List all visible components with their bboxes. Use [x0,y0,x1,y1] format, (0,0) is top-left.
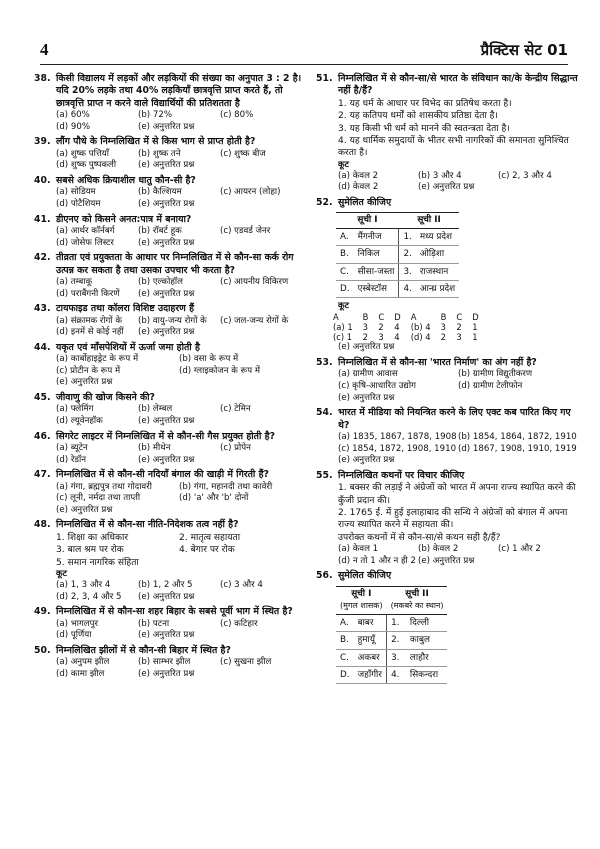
options [316,342,578,354]
option-e[interactable]: (e) अनुत्तरित प्रश्न [138,630,195,641]
code-cell: 3 [440,322,446,333]
option-e[interactable]: (e) अनुत्तरित प्रश्न [418,555,475,566]
options [316,369,578,404]
question-number: 52. [316,197,333,209]
match-table [336,212,459,298]
left-column [34,73,302,683]
row-right: ओड़िशा [416,246,459,263]
question-number: 46. [34,430,51,442]
statement-1: 1. शिक्षा का अधिकार [56,532,129,543]
row-num: 3. [399,263,416,280]
option-c[interactable]: (c) कटिहार [220,618,258,629]
table-row [336,228,459,245]
question-number: 38. [34,73,51,84]
row-right: काबुल [406,632,448,649]
table-row [336,281,459,298]
option-d[interactable]: (d) कामा झील [56,668,105,679]
option-c[interactable]: (c) कृषि-आधारित उद्योग [338,381,416,392]
codes-table [328,312,484,342]
option-b[interactable]: (b) कैल्शियम [138,187,182,198]
row-left: हुमायूँ [354,632,387,649]
col-label: C [378,312,385,323]
question-41 [34,214,302,250]
option-a[interactable]: (a) केवल 1 [338,544,379,555]
option-c[interactable]: (c) लूनी, नर्मदा तथा ताप्ती [56,493,141,504]
option-c[interactable]: (c) सुखना झील [220,657,272,668]
option-e[interactable]: (e) अनुत्तरित प्रश्न [138,160,195,171]
option-e[interactable]: (e) अनुत्तरित प्रश्न [338,455,395,466]
option-b[interactable]: (b) रॉबर्ट हूक [138,226,182,236]
statements [34,532,302,569]
row-right: दिल्ली [406,614,448,631]
match-table [336,586,447,684]
code-cell: 4 [394,332,400,343]
question-text: सबसे अधिक क्रियाशील धातु कौन-सी है? [56,175,196,186]
option-e[interactable]: (e) अनुत्तरित प्रश्न [138,591,195,602]
options [316,432,578,467]
question-46 [34,431,302,467]
code-row[interactable] [328,322,484,332]
row-key: C. [336,263,354,280]
option-d[interactable]: (d) 90% [56,121,90,132]
option-e[interactable]: (e) अनुत्तरित प्रश्न [138,454,195,465]
options [34,187,302,210]
options [34,443,302,466]
option-a[interactable]: (a) ग्रामीण आवास [338,369,398,380]
question-text: लौंग पौधे के निम्नलिखित में से किस भाग से प्राप्त होती है? [56,136,256,148]
question-text: सिगरेट लाइटर में निम्नलिखित में से कौन-सी गैस प्रयुक्त होती है? [56,430,275,442]
question-54 [316,407,578,467]
row-num: 1. [387,614,406,631]
option-e[interactable]: (e) अनुत्तरित प्रश्न [338,392,395,403]
question-number: 50. [34,644,51,656]
statements [316,98,578,160]
table-row [336,263,459,280]
option-b[interactable]: (b) एल्कोहॉल [138,277,183,287]
question-39 [34,136,302,172]
question-number: 42. [34,252,51,264]
option-a[interactable]: (a) भागलपुर [56,618,99,629]
codes-label: कूट [56,568,67,579]
statement-4: 4. यह धार्मिक समुदायों के भीतर सभी नागरिकों की समानता सुनिश्चित करता है। [338,136,569,159]
option-b[interactable]: (b) केवल 2 [418,544,459,555]
code-cell: 1 [472,332,478,343]
options [34,619,302,642]
header-rule [40,64,568,65]
code-cell: 2 [456,322,462,333]
option-e[interactable]: (e) अनुत्तरित प्रश्न [138,327,195,338]
list-1-title: सूची I [351,588,372,599]
option-d[interactable]: (d) ग्रामीण टेलीफोन [458,381,523,392]
row-num: 3. [387,649,406,666]
page-header [40,40,568,66]
option-e[interactable]: (e) अनुत्तरित प्रश्न [418,182,475,193]
code-cell: 2 [378,322,384,333]
option-d[interactable]: (d) पराबैंगनी किरणें [56,288,120,299]
question-text: सुमेलित कीजिए [338,570,392,582]
list-2-header: सूची II [399,213,459,228]
option-c[interactable]: (c) आयरन (लोहा) [220,187,281,198]
col-label: B [440,312,447,323]
col-label: D [472,312,479,323]
row-num: 4. [399,281,416,298]
code-cell: 1 [472,322,478,333]
option-d[interactable]: (d) जोसेफ लिस्टर [56,237,114,248]
question-text: भारत में मीडिया को नियन्त्रित करने के लिए एक्ट कब पारित किए गए थे? [338,407,571,431]
option-a[interactable]: (a) केवल 2 [338,170,379,181]
option-e[interactable]: (e) अनुत्तरित प्रश्न [138,668,195,679]
row-left: निकिल [354,246,399,263]
option-c[interactable]: (c) प्रोटीन के रूप में [56,365,121,376]
question-number: 43. [34,303,51,315]
statement-1: 1. बक्सर की लड़ाई ने अंग्रेजों को भारत में अपना राज्य स्थापित करने की कुँजी प्रदान की। [338,483,576,506]
question-text: किसी विद्यालय में लड़कों और लड़कियों की संख्या का अनुपात 3 : 2 है। यदि 20% लड़के तथा 40% लड़कियाँ छात्रवृत्ति प्राप्त करते हैं, तो छात्रवृत्ति प्राप्त न करने वाले विद्यार्थियों की प्रतिशतता है [56,73,302,109]
options [34,110,302,133]
statement-5: 5. समान नागरिक संहिता [56,557,139,568]
table-row [336,666,447,683]
options [34,149,302,172]
row-right: आन्ध्र प्रदेश [416,281,459,298]
table-row [336,649,447,666]
option-a[interactable]: (a) आर्थर कॉर्नबर्ग [56,226,115,236]
question-52 [316,197,578,354]
code-cell: 4 [394,322,400,333]
right-column [316,73,578,687]
option-d[interactable]: (d) केवल 2 [338,182,379,193]
option-a[interactable]: (a) अनुपम झील [56,657,110,668]
col-label: D [394,312,401,323]
question-42 [34,252,302,300]
option-e[interactable]: (e) अनुत्तरित प्रश्न [56,504,113,515]
question-text: निम्नलिखित झीलों में से कौन-सी बिहार में स्थित है? [56,644,231,656]
question-44 [34,342,302,389]
list-2-title: सूची II [405,588,429,599]
row-key: A. [336,614,354,631]
statement-3: 3. बाल श्रम पर रोक [56,545,124,556]
question-number: 47. [34,469,51,481]
option-d[interactable]: (d) ग्लाइकोजन के रूप में [179,365,261,376]
statement-2: 2. 1765 ई. में हुई इलाहाबाद की सन्धि ने अंग्रेजों को बंगाल में अपना राज्य स्थापित करने में सहायता की। [338,508,568,531]
question-50 [34,645,302,681]
question-number: 45. [34,391,51,403]
question-text: जीवाणु की खोज किसने की? [56,391,155,403]
statement-4: 4. बेगार पर रोक [179,545,235,556]
code-cell: 3 [378,332,384,343]
option-d[interactable]: (d) न तो 1 और न ही 2 [338,555,416,566]
row-right: राजस्थान [416,263,459,280]
question-text: तीव्रता एवं प्रयुक्तता के आधार पर निम्नलिखित में से कौन-सा कर्क रोग उत्पन्न कर सकता है तथा उसका उपचार भी करता है? [56,252,294,276]
row-key: B. [336,632,354,649]
row-left: सीसा-जस्ता [354,263,399,280]
option-b[interactable]: (b) मीथेन [138,442,171,453]
option-c[interactable]: (c) जल-जन्य रोगों के [220,315,289,326]
option-b[interactable]: (b) साम्भर झील [138,657,191,668]
code-cell: 2 [440,332,446,343]
list-2-subtitle: (मकबरे का स्थान) [390,601,444,611]
row-key: A. [336,228,354,245]
option-d[interactable]: (d) शुष्क पुष्पकली [56,160,117,171]
option-b[interactable]: (b) पटना [138,618,170,629]
question-48 [34,519,302,603]
option-c[interactable]: (c) आयनीय विकिरण [220,277,289,287]
row-num: 4. [387,666,406,683]
row-left: मैंगनीज [354,228,399,245]
question-number: 49. [34,606,51,618]
codes-label: कूट [338,159,349,170]
option-d[interactable]: (d) पोटैशियम [56,199,101,209]
question-number: 54. [316,407,333,419]
option-c[interactable]: (c) 2, 3 और 4 [498,170,552,181]
options [34,657,302,680]
row-left: एस्बेस्टॉस [354,281,399,298]
code-row[interactable] [328,332,484,342]
option-a[interactable]: (a) गंगा, ब्रह्मपुत्र तथा गोदावरी [56,481,152,492]
statement-3: 3. यह किसी भी धर्म को मानने की स्वतन्त्रता देता है। [338,123,510,134]
question-text: सुमेलित कीजिए [338,197,392,209]
options [34,580,302,603]
table-row [336,632,447,649]
option-b[interactable]: (b) ग्रामीण विद्युतीकरण [458,369,533,380]
options [34,404,302,427]
option-a[interactable]: (a) 60% [56,110,90,121]
option-a[interactable]: (a) संक्रामक रोगों के [56,315,122,326]
option-c[interactable]: (c) एडवर्ड जेनर [220,226,271,236]
question-text: निम्नलिखित में से कौन-सा शहर बिहार के सबसे पूर्वी भाग में स्थित है? [56,606,293,618]
option-b[interactable]: (b) 1854, 1864, 1872, 1910 [458,432,577,443]
option-b[interactable]: (b) 72% [138,110,172,121]
options [34,226,302,249]
row-left: अकबर [354,649,387,666]
option-e[interactable]: (e) अनुत्तरित प्रश्न [138,415,195,426]
question-43 [34,303,302,339]
option-d[interactable]: (d) 'a' और 'b' दोनों [179,493,249,504]
question-49 [34,606,302,642]
row-right: मध्य प्रदेश [416,228,459,245]
row-left: जहाँगीर [354,666,387,683]
code-cell: (c) 1 [333,332,353,343]
code-cell: 2 [362,332,369,343]
option-e[interactable]: (e) अनुत्तरित प्रश्न [338,342,395,353]
option-b[interactable]: (b) वसा के रूप में [179,354,239,365]
codes-header [328,312,484,322]
options [34,354,302,389]
option-b[interactable]: (b) 3 और 4 [418,170,462,181]
table-row [336,614,447,631]
page-number: 4 [40,40,49,59]
code-cell: (b) 4 [410,322,431,333]
list-1-header: सूची I [336,213,399,228]
option-b[interactable]: (b) वायु-जन्य रोगों के [138,315,207,326]
option-c[interactable]: (c) 80% [220,110,254,121]
row-key: C. [336,649,354,666]
row-right: लाहौर [406,649,448,666]
option-a[interactable]: (a) 1835, 1867, 1878, 1908 [338,432,457,443]
option-e[interactable]: (e) अनुत्तरित प्रश्न [138,199,195,209]
option-d[interactable]: (d) ल्यूवेनहॉक [56,415,103,426]
option-a[interactable]: (a) सोडियम [56,187,96,198]
question-40 [34,175,302,211]
options [316,544,578,567]
options [34,277,302,300]
question-number: 40. [34,175,51,186]
row-num: 2. [387,632,406,649]
table-row [336,246,459,263]
options [34,316,302,339]
question-number: 55. [316,469,333,481]
col-label: B [362,312,369,323]
option-a[interactable]: (a) 1, 3 और 4 [56,579,111,590]
question-number: 48. [34,519,51,531]
codes-label: कूट [338,301,349,312]
option-c[interactable]: (c) 1 और 2 [498,544,541,555]
statements [316,482,578,544]
question-text: निम्नलिखित में से कौन-सा 'भारत निर्माण' का अंग नहीं है? [338,357,537,369]
question-56 [316,570,578,684]
question-text: यकृत एवं माँसपेशियों में ऊर्जा जमा होती है [56,341,200,353]
question-number: 51. [316,73,333,84]
options [34,482,302,517]
option-b[interactable]: (b) गंगा, महानदी तथा कावेरी [179,481,273,492]
row-num: 2. [399,246,416,263]
col-label: A [333,312,339,323]
option-a[interactable]: (a) शुष्क पत्तियाँ [56,148,109,159]
code-cell: 3 [456,332,462,343]
row-key: B. [336,246,354,263]
code-cell: (d) 4 [410,332,431,343]
option-d[interactable]: (d) इनमें से कोई नहीं [56,327,124,338]
option-d[interactable]: (d) 2, 3, 4 और 5 [56,591,122,602]
option-e[interactable]: (e) अनुत्तरित प्रश्न [138,237,195,248]
statement-2: 2. मातृत्व सहायता [179,532,241,543]
set-title: प्रैक्टिस सेट 01 [480,41,568,59]
option-b[interactable]: (b) 1, 2 और 5 [138,579,193,590]
option-c[interactable]: (c) 1854, 1872, 1908, 1910 [338,443,457,454]
row-right: सिकन्दरा [406,666,448,683]
option-e[interactable]: (e) अनुत्तरित प्रश्न [138,288,195,299]
list-1-subtitle: (मुगल शासक) [340,601,383,611]
statement-2: 2. यह कतिपय धर्मों को शासकीय प्रतिष्ठा देता है। [338,111,498,122]
code-cell: 3 [362,322,369,333]
statement-1: 1. यह धर्म के आधार पर विभेद का प्रतिषेध करता है। [338,98,512,109]
question-text: निम्नलिखित में से कौन-सा नीति-निदेशक तत्व नहीं है? [56,519,239,531]
question-text: निम्नलिखित कथनों पर विचार कीजिए [338,469,465,481]
statement-prompt: उपरोक्त कथनों में से कौन-सा/से कथन सही है/हैं? [338,532,501,543]
option-b[interactable]: (b) शुष्क तने [138,148,181,159]
question-text: टायफाइड तथा कॉलरा विशिष्ट उदाहरण हैं [56,303,195,315]
question-text: डीएनए को किसने अनत:पात्र में बनाया? [56,213,192,225]
option-b[interactable]: (b) लेम्बल [138,404,173,415]
row-key: D. [336,281,354,298]
row-left: बाबर [354,614,387,631]
question-45 [34,392,302,428]
option-a[interactable]: (a) फ्लेमिंग [56,404,94,415]
row-key: D. [336,666,354,683]
question-55 [316,470,578,568]
option-a[interactable]: (a) तम्बाकू [56,277,93,287]
question-number: 44. [34,341,51,353]
option-d[interactable]: (d) रेडॉन [56,454,87,465]
option-e[interactable]: (e) अनुत्तरित प्रश्न [56,377,113,388]
question-53 [316,357,578,404]
option-c[interactable]: (c) प्रोपेन [220,442,251,453]
option-a[interactable]: (a) ब्यूटेन [56,442,88,453]
question-number: 56. [316,570,333,582]
question-47 [34,469,302,516]
list-1-header [336,586,387,614]
question-51 [316,73,578,194]
option-e[interactable]: (e) अनुत्तरित प्रश्न [138,121,195,132]
code-cell: (a) 1 [333,322,353,333]
option-d[interactable]: (d) 1867, 1908, 1910, 1919 [458,443,577,454]
option-a[interactable]: (a) कार्बोहाइड्रेट के रूप में [56,354,139,365]
option-c[interactable]: (c) टेमिन [220,404,251,415]
option-c[interactable]: (c) शुष्क बीज [220,148,266,159]
question-38 [34,73,302,133]
option-c[interactable]: (c) 3 और 4 [220,579,263,590]
question-text: निम्नलिखित में से कौन-सी नदियाँ बंगाल की खाड़ी में गिरती हैं? [56,469,269,481]
col-label: A [410,312,417,323]
question-number: 39. [34,136,51,148]
question-number: 53. [316,357,333,369]
option-d[interactable]: (d) पूर्णिया [56,630,92,641]
question-text: निम्नलिखित में से कौन-सा/से भारत के संविधान का/के केन्द्रीय सिद्धान्त नहीं है/हैं? [338,73,578,97]
options [316,171,578,194]
question-number: 41. [34,213,51,225]
list-2-header [387,586,448,614]
row-num: 1. [399,228,416,245]
col-label: C [456,312,463,323]
